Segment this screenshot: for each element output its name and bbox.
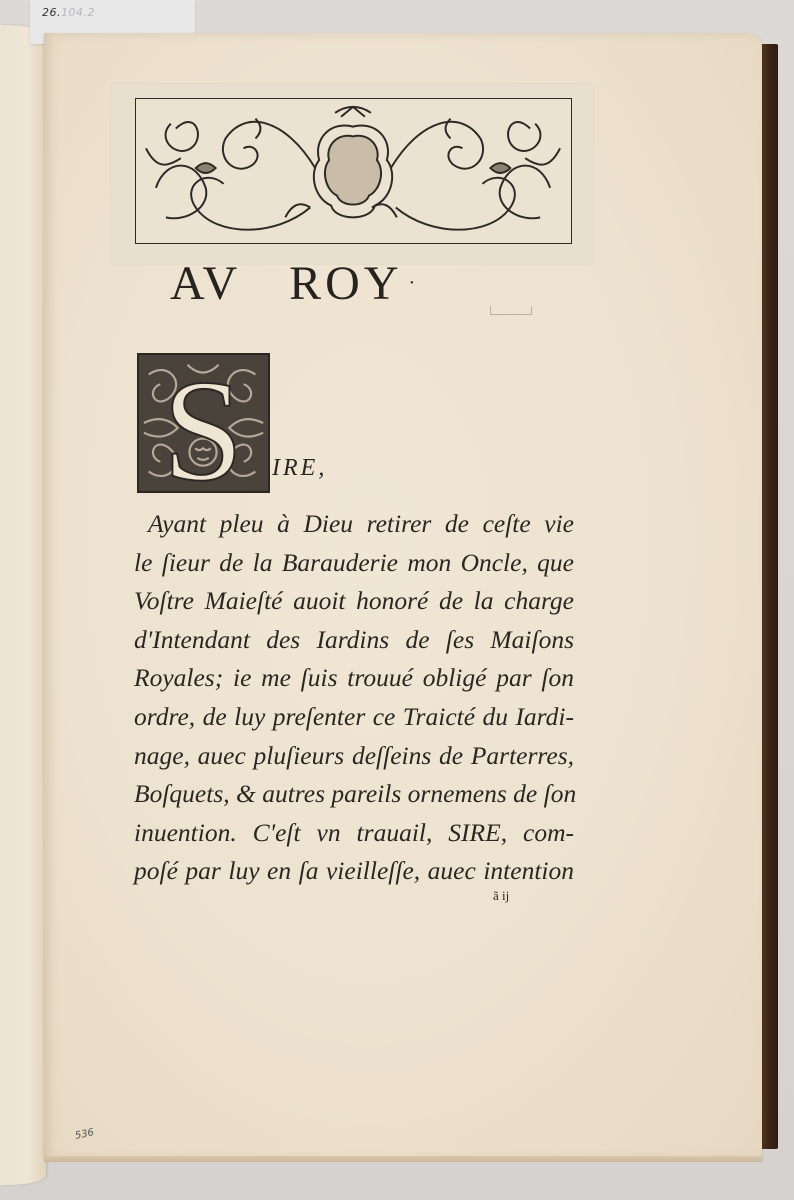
decorated-initial-s-icon <box>137 353 270 493</box>
body-line: d'Intendant des Iardins de ſes Maiſons <box>134 624 574 654</box>
book-binding-edge <box>760 44 778 1149</box>
svg-text:S: S <box>162 355 244 491</box>
body-line: nage, auec pluſieurs deſſeins de Parterres, <box>134 740 574 770</box>
body-line: Royales; ie me ſuis trouué obligé par ſon <box>134 663 574 693</box>
left-page-edge <box>0 25 46 1185</box>
signature-mark: ã ij <box>493 888 510 903</box>
page-bottom-edge <box>44 1156 762 1162</box>
body-line: Boſquets, & autres pareils ornemens de ſon <box>134 779 577 809</box>
catalog-number: 26. <box>42 6 61 19</box>
pencil-margin-note: 536 <box>74 1127 96 1142</box>
body-line: ordre, de luy preſenter ce Traicté du Iardi- <box>134 701 574 731</box>
body-line: Ayant pleu à Dieu retirer de ceſte vie <box>148 509 574 538</box>
salutation: IRE, <box>272 455 328 481</box>
ornamental-headpiece-icon <box>135 98 572 244</box>
title-punctuation: · <box>408 272 420 294</box>
printer-mark <box>490 306 532 315</box>
body-line: le ſieur de la Barauderie mon Oncle, que <box>134 547 574 577</box>
body-line: Voſtre Maieſté auoit honoré de la charge <box>134 586 574 616</box>
dedication-title <box>170 256 540 311</box>
body-line: poſé par luy en ſa vieilleſſe, auec intention <box>134 856 574 886</box>
title-word-au: AV <box>170 257 242 310</box>
title-word-roy: ROY <box>289 257 403 310</box>
body-line: inuention. C'eſt vn trauail, SIRE, com- <box>134 817 574 847</box>
catalog-number-faded: 104.2 <box>61 6 95 19</box>
dedication-body <box>134 505 577 891</box>
catalog-slip-text <box>42 6 95 19</box>
